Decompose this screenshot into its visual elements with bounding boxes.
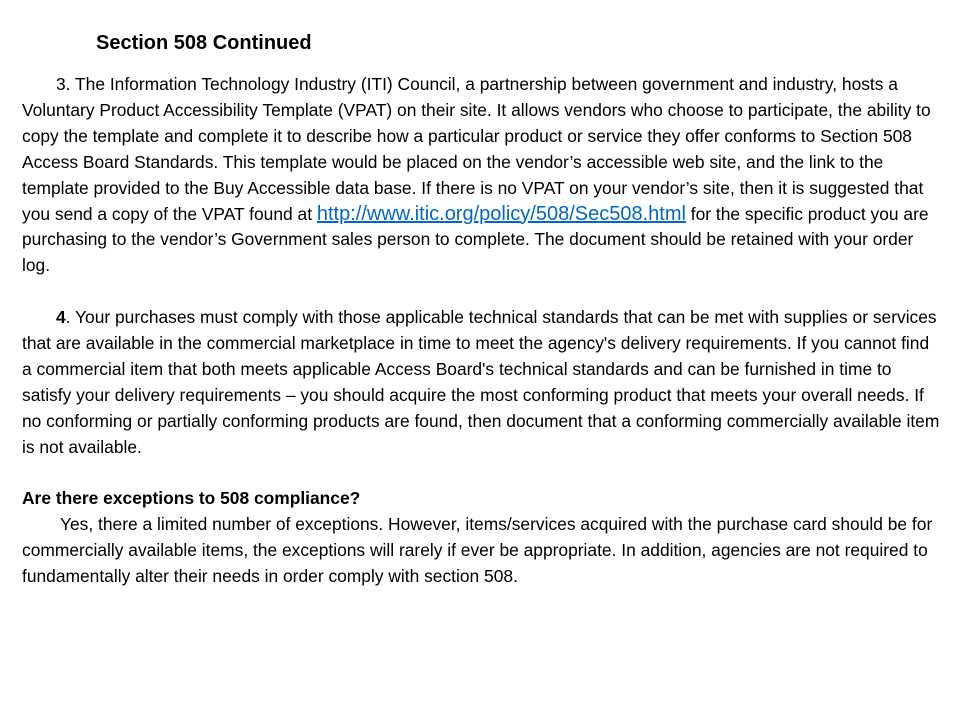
paragraph-spacer bbox=[22, 279, 940, 305]
paragraph-3-text-continued: for the specific product you are purchasing to the vendor’s Government sales person to complete. The document should be retained with your order log. bbox=[22, 203, 929, 276]
paragraph-3 bbox=[22, 72, 940, 279]
exceptions-paragraph: Yes, there a limited number of exceptions. However, items/services acquired with the purchase card should be for commercially available items, the exceptions will rarely if ever be appropriate. In addition, agencies are not required to fundamentally alter their needs in order comply with section 508. bbox=[22, 514, 933, 587]
paragraph-3-text: . The Information Technology Industry (ITI) Council, a partnership between government and industry, hosts a Voluntary Product Accessibility Template (VPAT) on their site. It allows vendors who choose to participate, the ability to copy the template and complete it to describe how a particular product or service they offer conforms to Section 508 Access Board Standards. This template would be placed on the vendor’s accessible web site, and the link to the template provided to the Buy Accessible data base. If there is no VPAT on your vendor’s site, then it is suggested that you send a copy of the VPAT found at bbox=[22, 74, 931, 224]
paragraph-spacer bbox=[22, 461, 940, 487]
paragraph-3-number: 3 bbox=[56, 74, 66, 94]
paragraph-4 bbox=[22, 305, 940, 460]
paragraph-4-number: 4 bbox=[56, 307, 66, 328]
body-text bbox=[22, 72, 940, 590]
vpat-link[interactable]: http://www.itic.org/policy/508/Sec508.html bbox=[316, 202, 686, 225]
paragraph-4-text: . Your purchases must comply with those applicable technical standards that can be met with supplies or services that are available in the commercial marketplace in time to meet the agency's delivery requirements. If you cannot find a commercial item that both meets applicable Access Board's technical standards and can be furnished in time to satisfy your delivery requirements – you should acquire the most conforming product that meets your overall needs. If no conforming or partially conforming products are found, then document that a conforming commercially available item is not available. bbox=[22, 307, 940, 457]
page-title: Section 508 Continued bbox=[96, 32, 312, 54]
exceptions-heading: Are there exceptions to 508 compliance? bbox=[22, 488, 361, 509]
